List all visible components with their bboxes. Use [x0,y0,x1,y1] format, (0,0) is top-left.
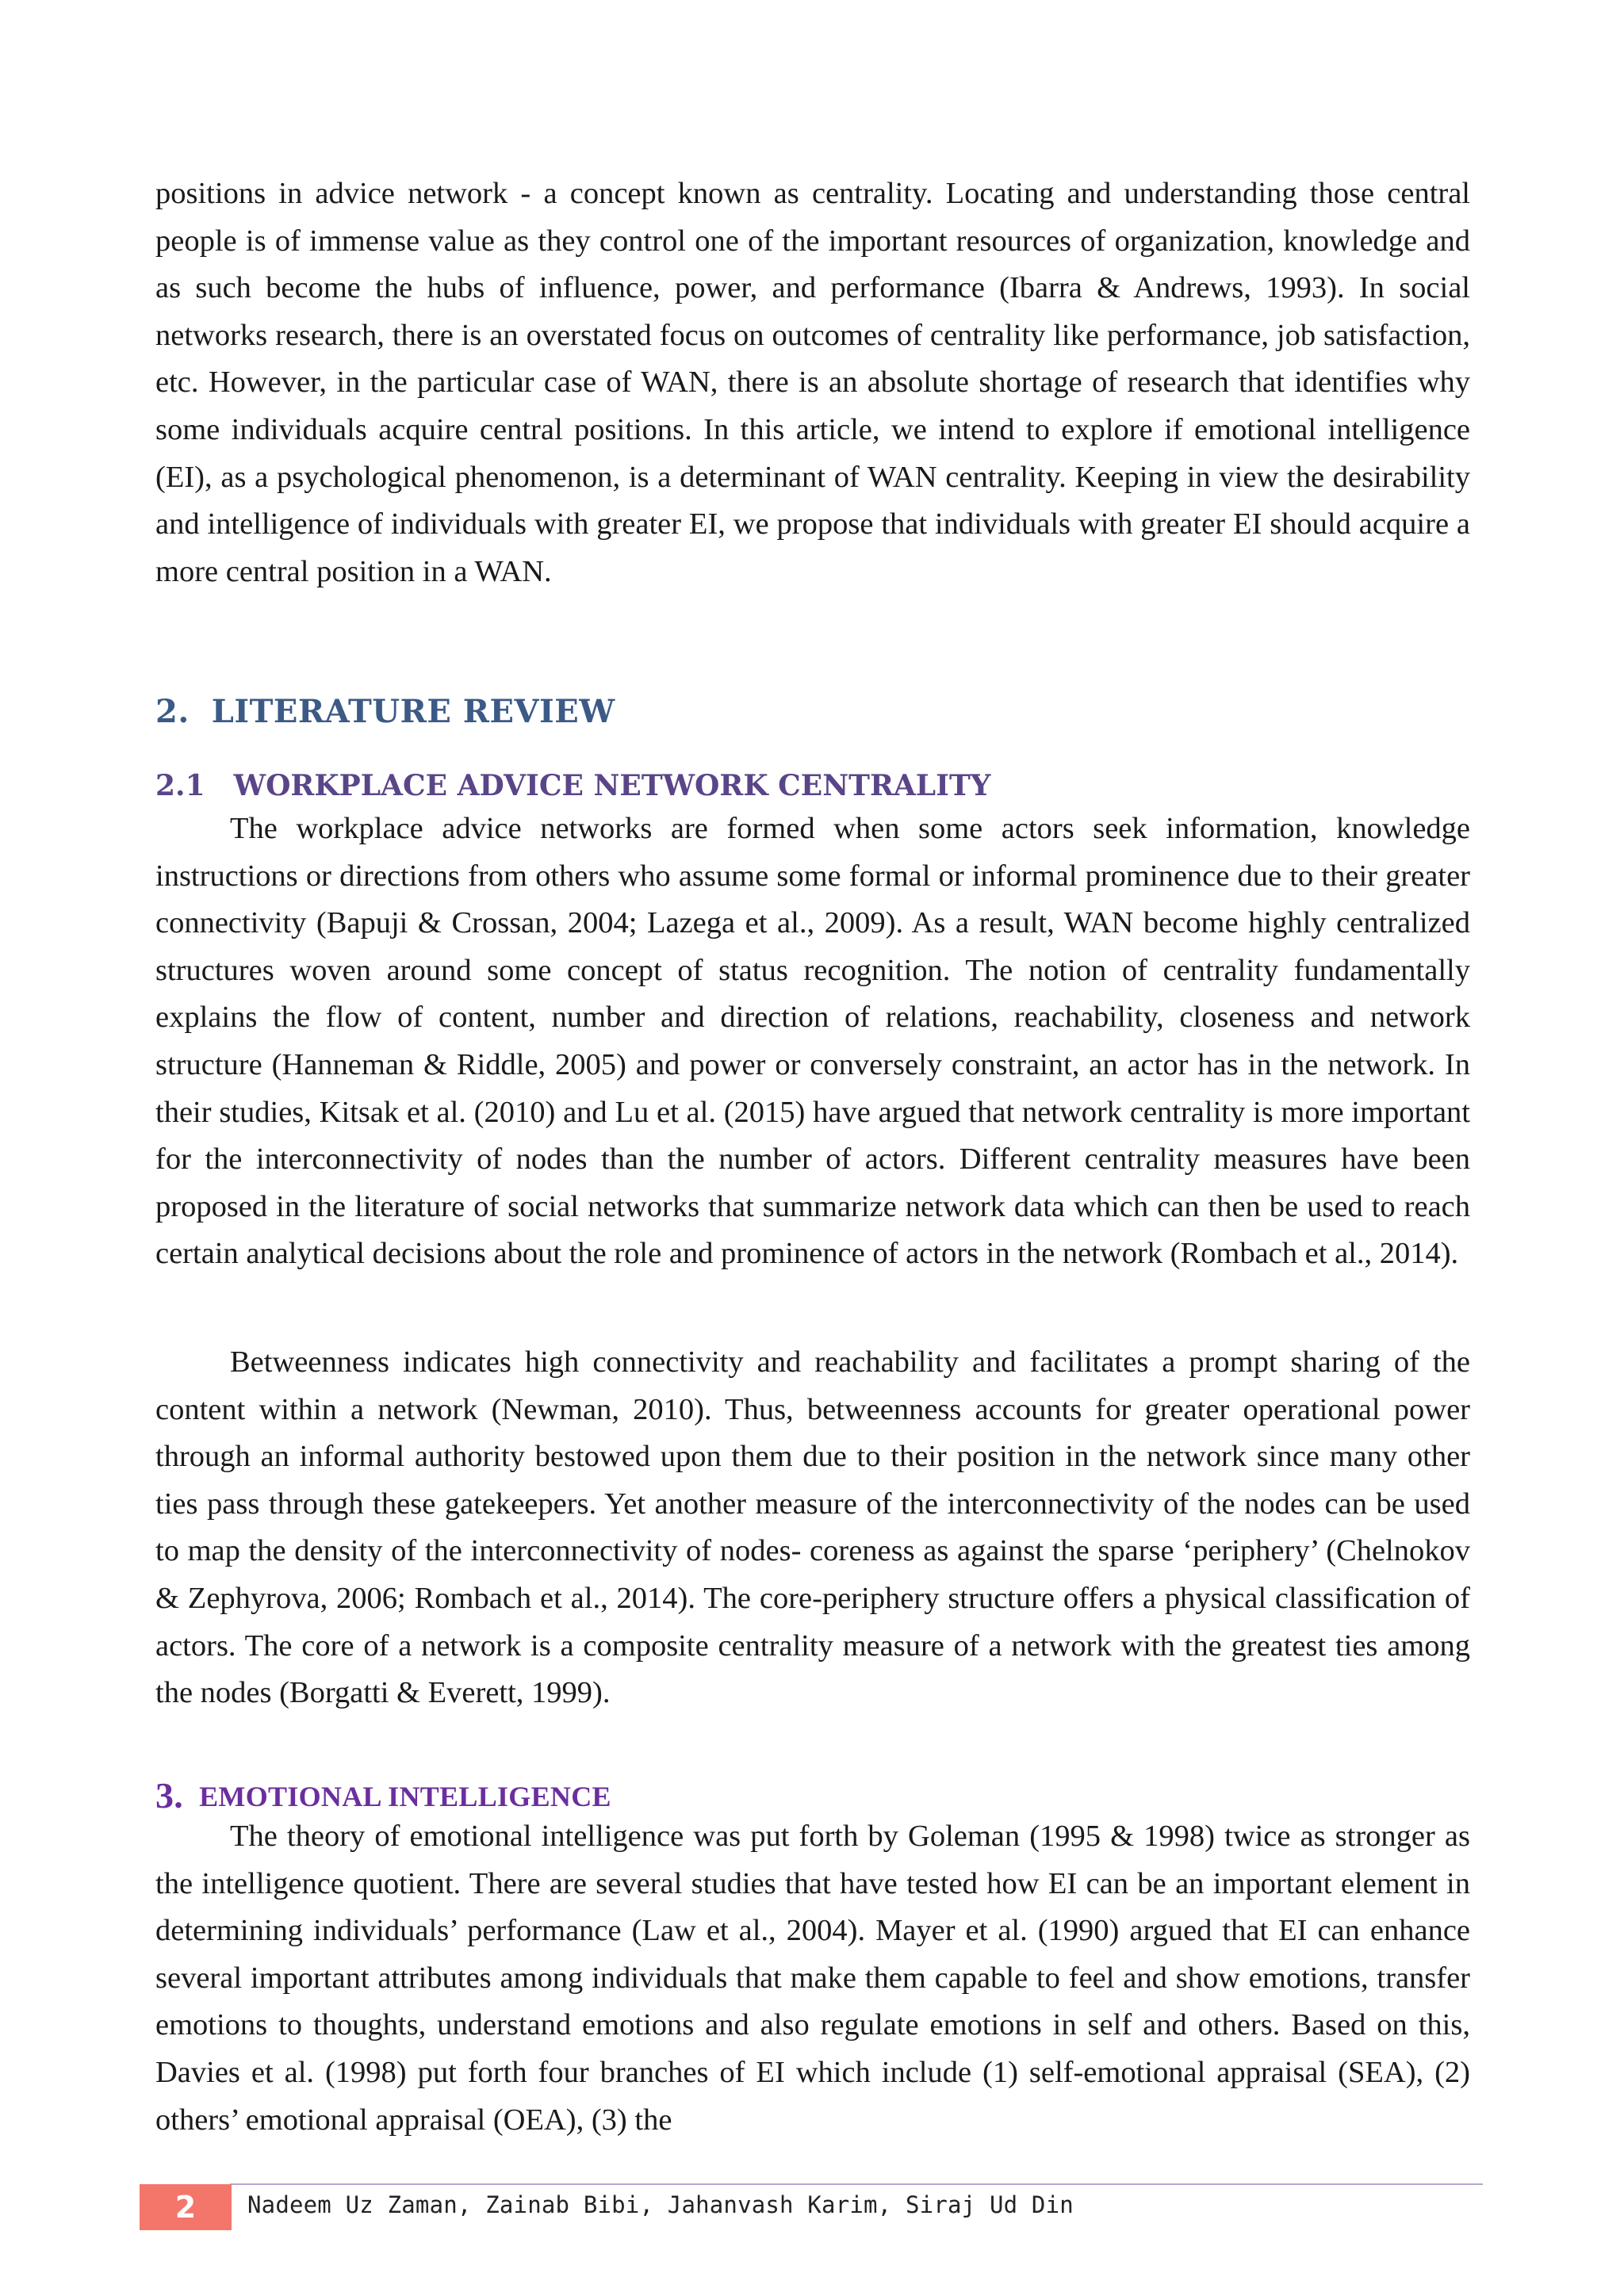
footer-authors: Nadeem Uz Zaman, Zainab Bibi, Jahanvash Karim, Siraj Ud Din [247,2191,1074,2218]
section-2-title: LITERATURE REVIEW [211,693,615,730]
section-2-1-heading [155,769,990,802]
wan-centrality-paragraph-1: The workplace advice networks are formed when some actors seek information, knowledge instructions or directions from others who assume some formal or informal prominence due to their greater connectivity (Bapuji & Crossan, 2004; Lazega et al., 2009). As a result, WAN become highly centralized structures woven around some concept of status recognition. The notion of centrality fundamentally explains the flow of content, number and direction of relations, reachability, closeness and network structure (Hanneman & Riddle, 2005) and power or conversely constraint, an actor has in the network. In their studies, Kitsak et al. (2010) and Lu et al. (2015) have argued that network centrality is more important for the interconnectivity of nodes than the number of actors. Different centrality measures have been proposed in the literature of social networks that summarize network data which can then be used to reach certain analytical decisions about the role and prominence of actors in the network (Rombach et al., 2014). [155,812,1470,1271]
page-number-badge: 2 [140,2184,232,2230]
section-3-number: 3. [155,1775,184,1816]
intro-paragraph: positions in advice network - a concept known as centrality. Locating and understanding those central people is of immense value as they control one of the important resources of organization, knowledge and as such become the hubs of influence, power, and performance (Ibarra & Andrews, 1993). In social networks research, there is an overstated focus on outcomes of centrality like performance, job satisfaction, etc. However, in the particular case of WAN, there is an absolute shortage of research that identifies why some individuals acquire central positions. In this article, we intend to explore if emotional intelligence (EI), as a psychological phenomenon, is a determinant of WAN centrality. Keeping in view the desirability and intelligence of individuals with greater EI, we propose that individuals with greater EI should acquire a more central position in a WAN. [155,177,1470,588]
section-3-title: EMOTIONAL INTELLIGENCE [199,1781,611,1812]
wan-centrality-paragraph-2: Betweenness indicates high connectivity and reachability and facilitates a prompt sharing of the content within a network (Newman, 2010). Thus, betweenness accounts for greater operational power through an informal authority bestowed upon them due to their position in the network since many other ties pass through these gatekeepers. Yet another measure of the interconnectivity of the nodes can be used to map the density of the interconnectivity of nodes- coreness as against the sparse ‘periphery’ (Chelnokov & Zephyrova, 2006; Rombach et al., 2014). The core-periphery structure offers a physical classification of actors. The core of a network is a composite centrality measure of a network with the greatest ties among the nodes (Borgatti & Everett, 1999). [155,1345,1470,1710]
section-2-1-number: 2.1 [155,769,205,802]
section-2-heading [155,693,615,730]
footer-divider [230,2183,1483,2185]
section-2-number: 2. [155,693,190,730]
section-3-heading [155,1774,611,1816]
emotional-intelligence-paragraph: The theory of emotional intelligence was put forth by Goleman (1995 & 1998) twice as stronger as the intelligence quotient. There are several studies that have tested how EI can be an important element in determining individuals’ performance (Law et al., 2004). Mayer et al. (1990) argued that EI can enhance several important attributes among individuals that make them capable to feel and show emotions, transfer emotions to thoughts, understand emotions and also regulate emotions in self and others. Based on this, Davies et al. (1998) put forth four branches of EI which include (1) self-emotional appraisal (SEA), (2) others’ emotional appraisal (OEA), (3) the [155,1820,1470,2137]
section-2-1-title: WORKPLACE ADVICE NETWORK CENTRALITY [233,769,991,802]
